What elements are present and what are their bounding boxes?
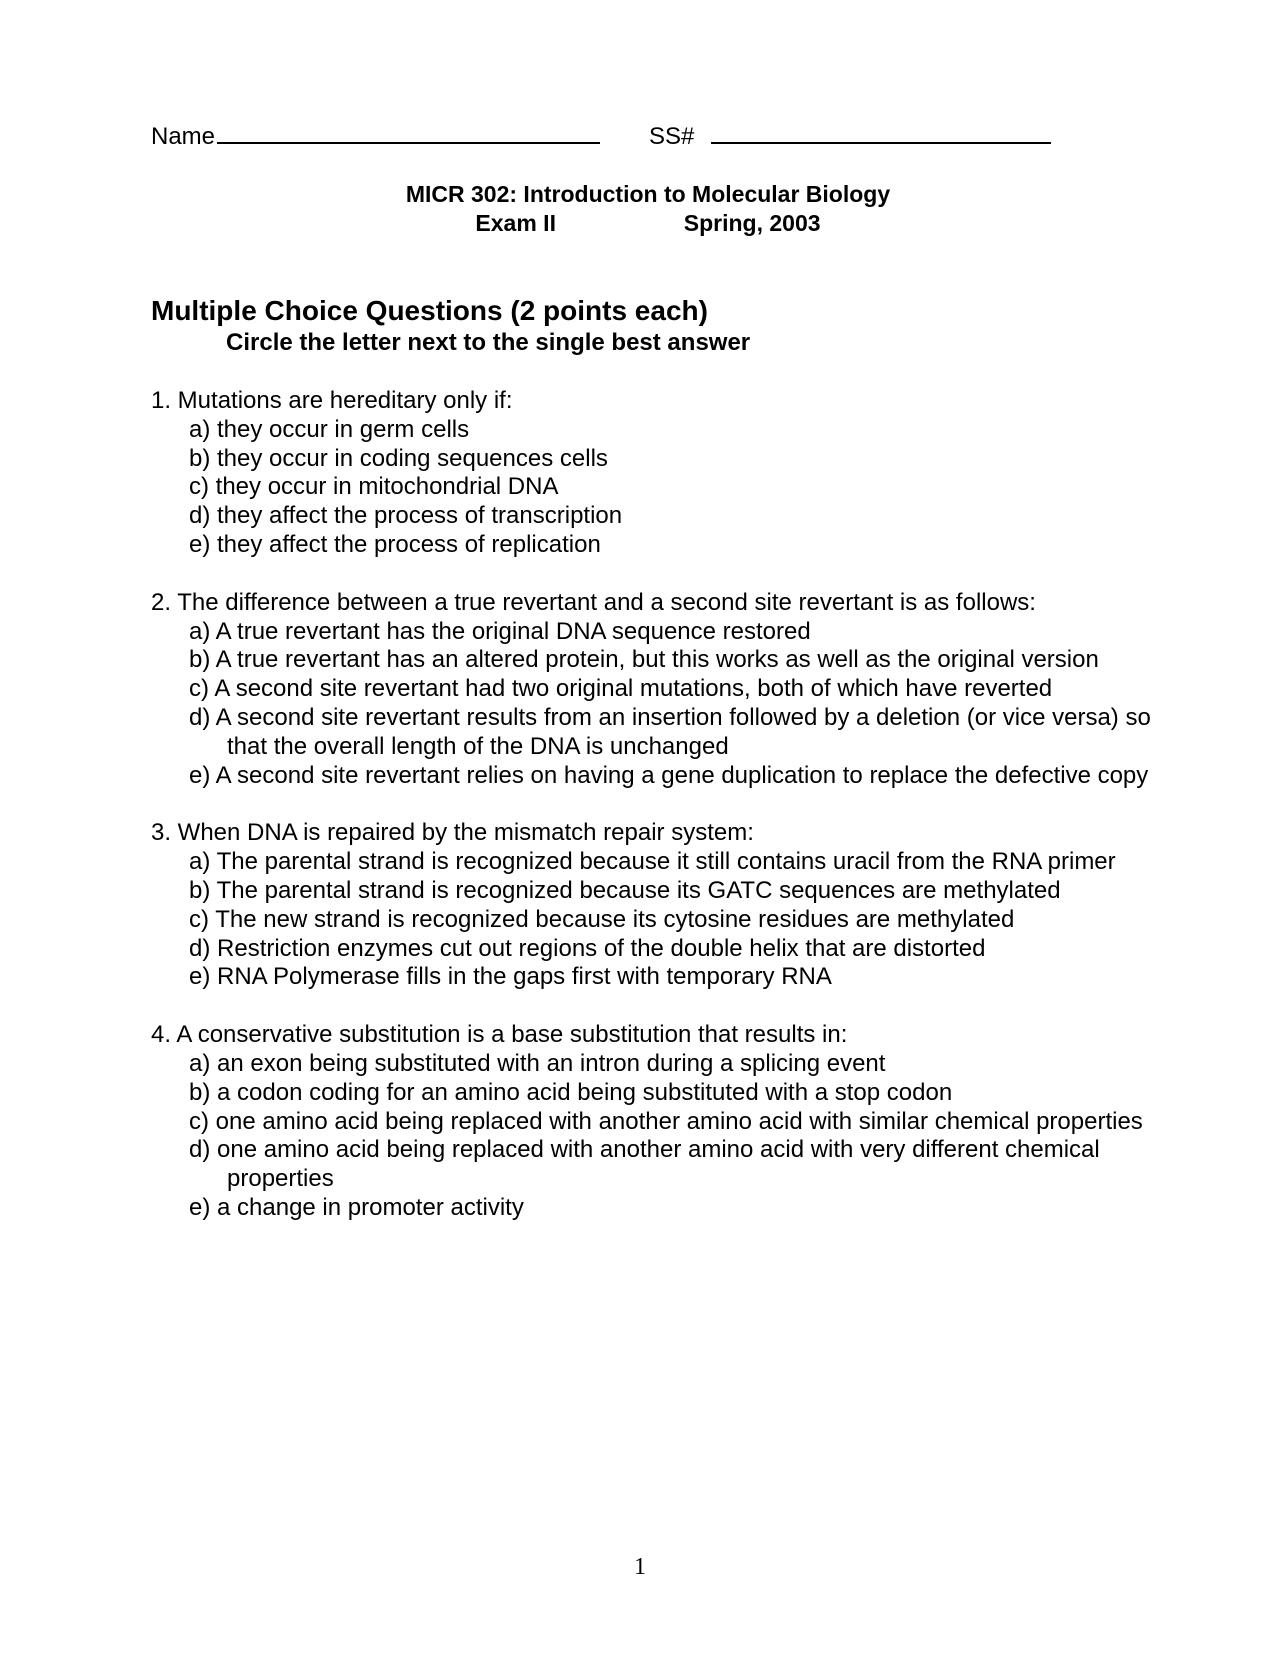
ss-blank-line	[711, 120, 1051, 144]
answer-choice[interactable]: d) one amino acid being replaced with another amino acid with very different chemical properties	[189, 1136, 1100, 1193]
term-label: Spring, 2003	[683, 210, 821, 236]
name-blank-line	[217, 120, 600, 144]
name-label: Name	[151, 123, 216, 150]
answer-choice[interactable]: c) they occur in mitochondrial DNA	[189, 473, 559, 501]
answer-choice[interactable]: c) The new strand is recognized because its cytosine residues are methylated	[189, 905, 1015, 933]
answer-choice[interactable]: c) one amino acid being replaced with another amino acid with similar chemical properties	[189, 1107, 1143, 1135]
answer-choice[interactable]: b) they occur in coding sequences cells	[189, 444, 608, 472]
answer-choice[interactable]: d) they affect the process of transcription	[189, 502, 623, 530]
answer-choices	[151, 416, 1151, 560]
answer-choices	[151, 848, 1151, 992]
question-3	[151, 819, 1151, 992]
answer-choice[interactable]: e) RNA Polymerase fills in the gaps first with temporary RNA	[189, 963, 832, 991]
page-number: 1	[634, 1554, 646, 1580]
answer-choice[interactable]: b) A true revertant has an altered protein, but this works as well as the original version	[189, 646, 1099, 674]
exam-term-line	[8, 209, 1280, 238]
answer-choice[interactable]: d) A second site revertant results from an insertion followed by a deletion (or vice versa) so that the overall length of the DNA is unchanged	[189, 703, 1151, 760]
answer-choice[interactable]: a) they occur in germ cells	[189, 415, 470, 443]
ss-field	[649, 120, 1051, 151]
section-heading: Multiple Choice Questions (2 points each)	[151, 295, 708, 326]
answer-choice[interactable]: c) A second site revertant had two original mutations, both of which have reverted	[189, 675, 1053, 703]
exam-label: Exam II	[475, 210, 556, 236]
answer-choice[interactable]: e) they affect the process of replication	[189, 530, 601, 558]
answer-choice[interactable]: d) Restriction enzymes cut out regions of the double helix that are distorted	[189, 934, 986, 962]
question-stem: 4. A conservative substitution is a base substitution that results in:	[151, 1021, 848, 1049]
answer-choice[interactable]: b) a codon coding for an amino acid being substituted with a stop codon	[189, 1078, 953, 1106]
answer-choice[interactable]: a) A true revertant has the original DNA sequence restored	[189, 617, 811, 645]
question-stem: 2. The difference between a true revertant and a second site revertant is as follows:	[151, 588, 1036, 616]
section-instruction: Circle the letter next to the single best answer	[226, 329, 751, 356]
question-1	[151, 387, 1151, 560]
name-field	[151, 120, 600, 151]
exam-title-block	[0, 180, 1280, 238]
question-stem: 3. When DNA is repaired by the mismatch repair system:	[151, 819, 754, 847]
answer-choices	[151, 618, 1151, 791]
question-stem: 1. Mutations are hereditary only if:	[151, 387, 513, 414]
question-4	[151, 1021, 1151, 1223]
ss-label: SS#	[649, 123, 695, 150]
course-title: MICR 302: Introduction to Molecular Biology	[405, 181, 891, 207]
answer-choice[interactable]: e) A second site revertant relies on having a gene duplication to replace the defective copy	[189, 761, 1149, 789]
answer-choice[interactable]: a) an exon being substituted with an intron during a splicing event	[189, 1049, 886, 1077]
answer-choice[interactable]: b) The parental strand is recognized because its GATC sequences are methylated	[189, 876, 1061, 904]
question-2	[151, 589, 1151, 791]
answer-choice[interactable]: a) The parental strand is recognized because it still contains uracil from the RNA primer	[189, 848, 1116, 876]
question-list	[151, 387, 1151, 1252]
answer-choice[interactable]: e) a change in promoter activity	[189, 1193, 524, 1221]
answer-choices	[151, 1050, 1151, 1223]
